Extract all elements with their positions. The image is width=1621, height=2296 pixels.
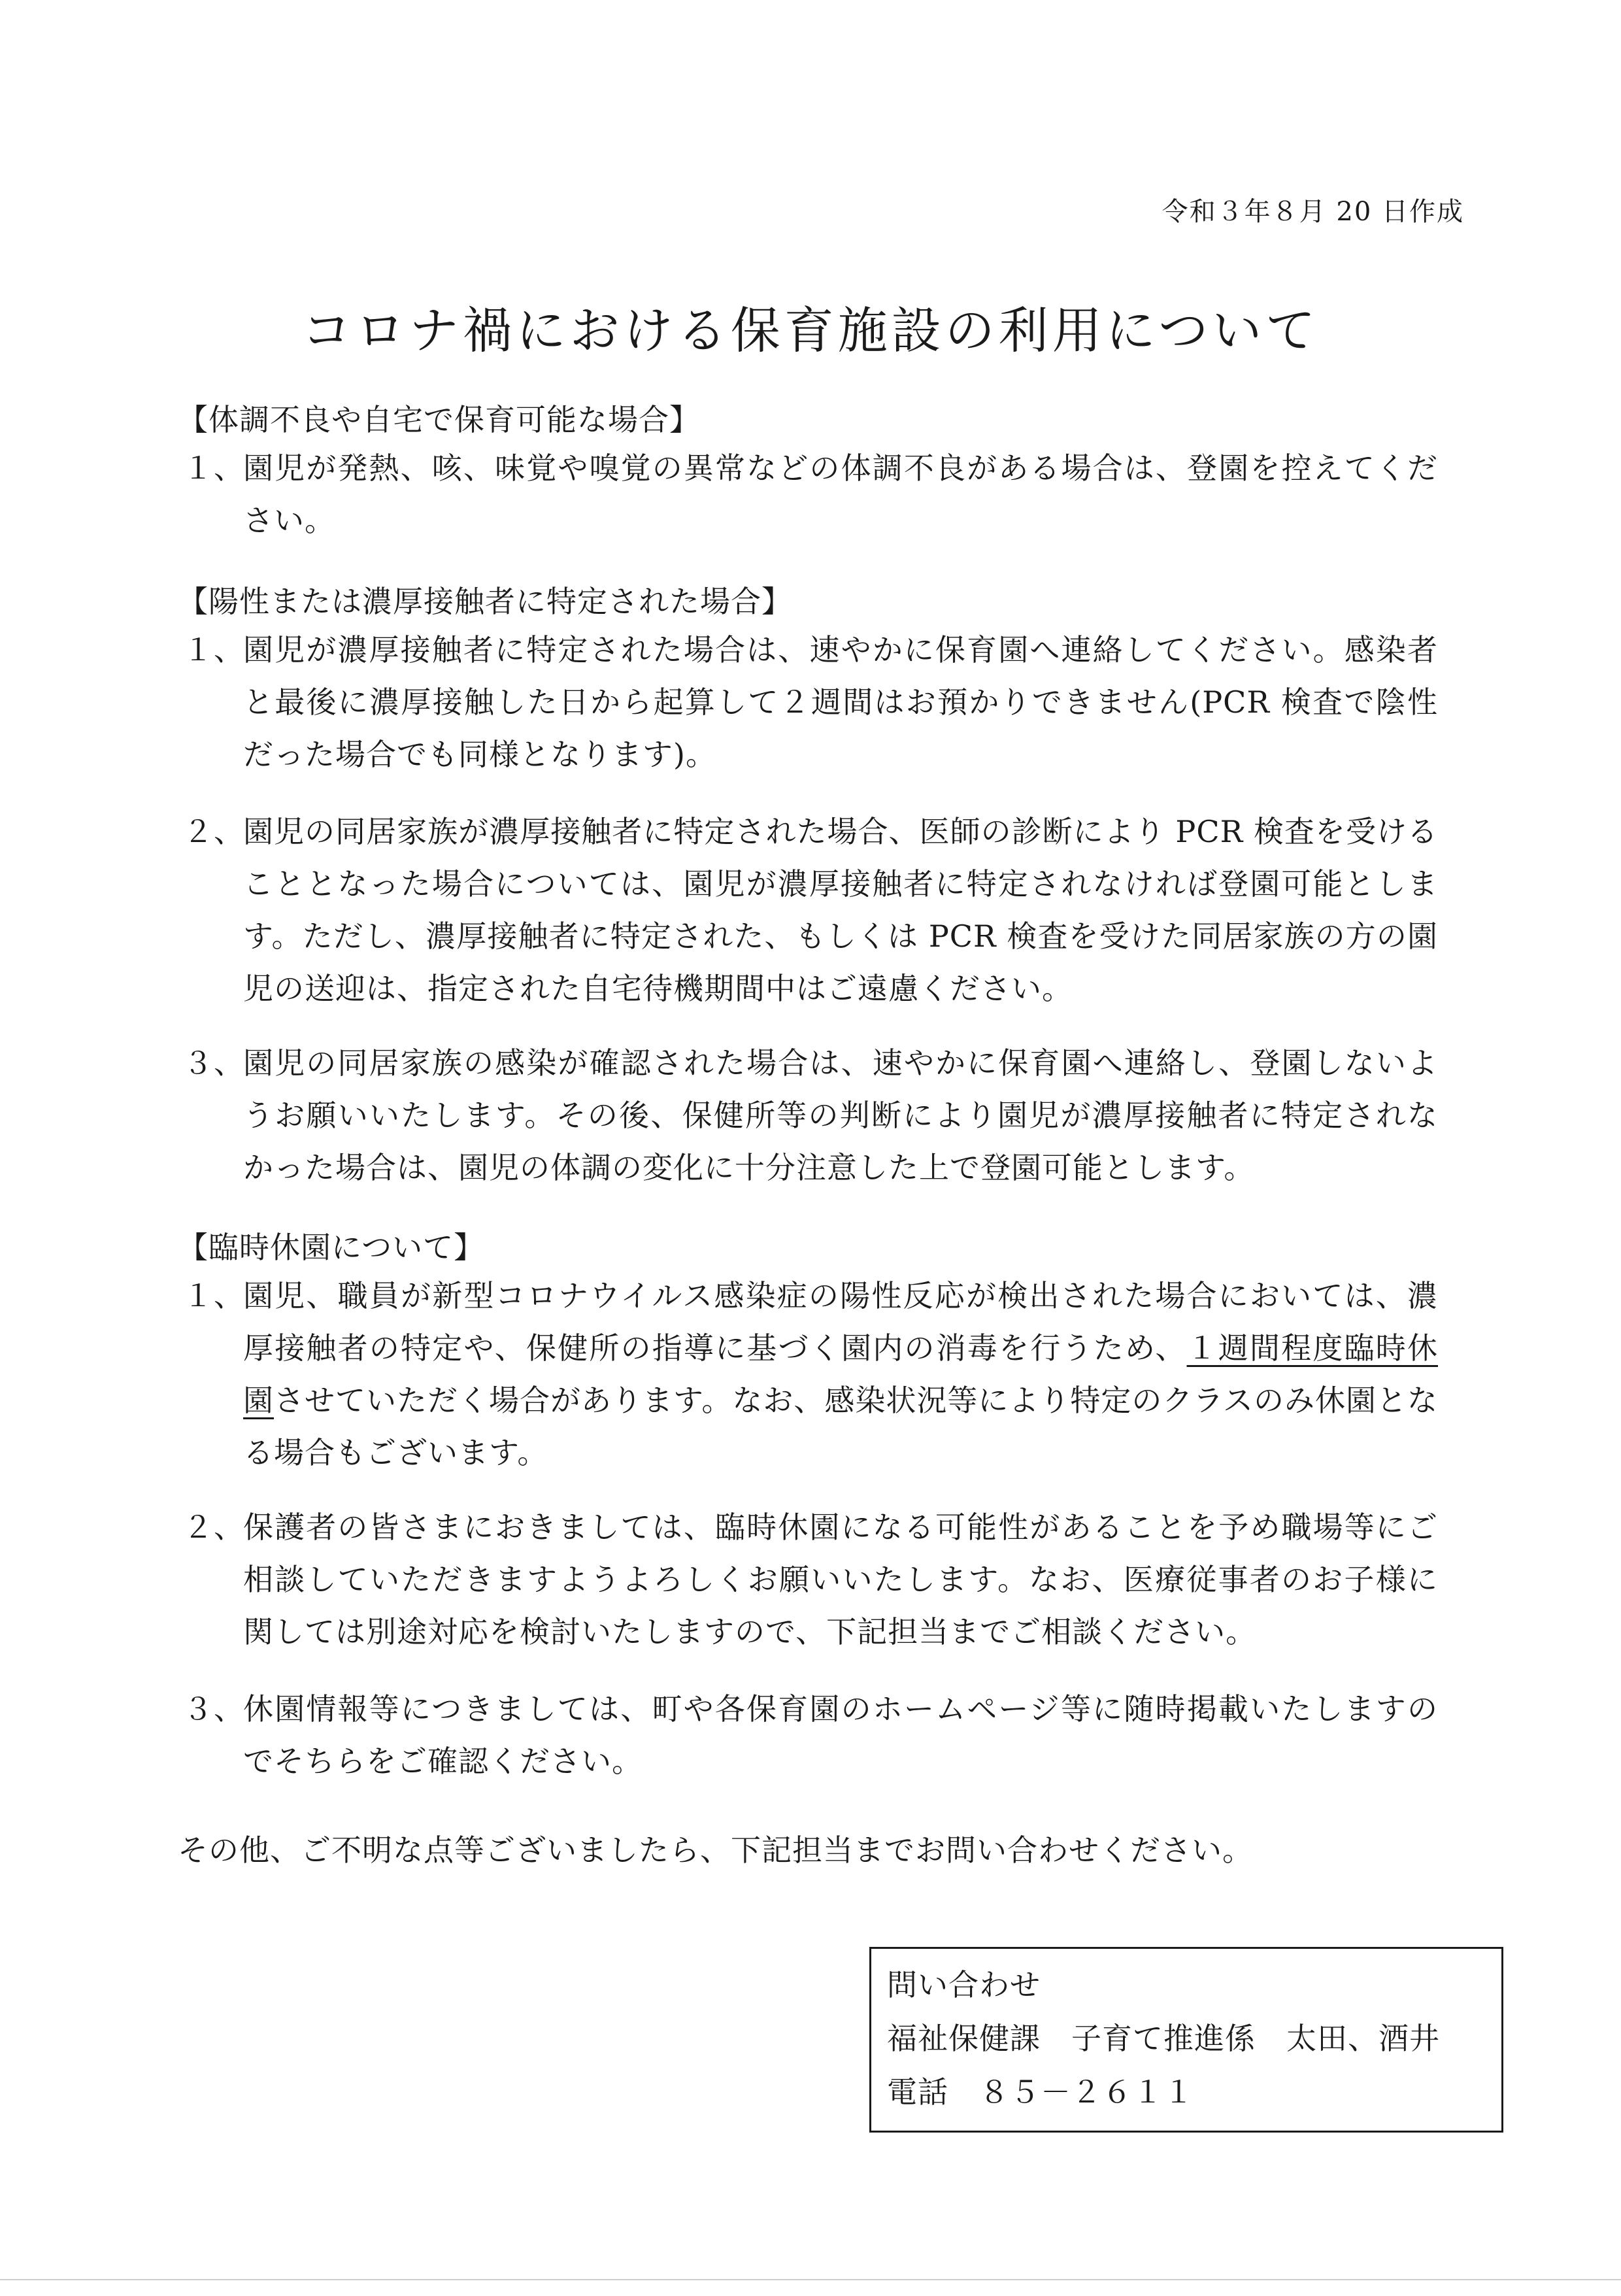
- item-text: 園児が発熱、咳、味覚や嗅覚の異常などの体調不良がある場合は、登園を控えてください。: [243, 450, 1438, 538]
- item-text: 園児が濃厚接触者に特定された場合は、速やかに保育園へ連絡してください。感染者と最後に濃厚接触した日から起算して２週間はお預かりできません(PCR 検査で陰性だった場合でも同様となります)。: [243, 632, 1438, 772]
- creation-date: 令和３年８月 20 日作成: [1161, 197, 1464, 227]
- item-number: ２、: [183, 814, 244, 849]
- list-item: [183, 805, 1438, 1015]
- closing-note: その他、ご不明な点等ございましたら、下記担当までお問い合わせください。: [178, 1832, 1253, 1868]
- list-item: [183, 442, 1438, 547]
- item-text: 園児の同居家族の感染が確認された場合は、速やかに保育園へ連絡し、登園しないようお願いいたします。その後、保健所等の判断により園児が濃厚接触者に特定されなかった場合は、園児の体調の変化に十分注意した上で登園可能とします。: [243, 1045, 1438, 1185]
- item-number: ３、: [183, 1691, 244, 1727]
- item-text: [243, 1270, 1438, 1479]
- list-item: [183, 1270, 1438, 1479]
- document-title: コロナ禍における保育施設の利用について: [301, 301, 1320, 360]
- list-item: [183, 1683, 1438, 1787]
- section-heading-illness: 【体調不良や自宅で保育可能な場合】: [178, 402, 700, 437]
- item-number: ３、: [183, 1045, 244, 1081]
- item-text-part: 園児、職員が新型コロナウイルス感染症の陽性反応が検出された場合においては、濃厚接触者の特定や、保健所の指導に基づく園内の消毒を行うため、: [243, 1278, 1438, 1366]
- scan-edge-divider: [0, 2279, 1621, 2280]
- item-number: １、: [183, 1278, 244, 1313]
- item-text: 保護者の皆さまにおきましては、臨時休園になる可能性があることを予め職場等にご相談していただきますようよろしくお願いいたします。なお、医療従事者のお子様に関しては別途対応を検討いたしますので、下記担当までご相談ください。: [243, 1510, 1438, 1649]
- section-heading-temporary-closure: 【臨時休園について】: [178, 1230, 485, 1265]
- item-text: 園児の同居家族が濃厚接触者に特定された場合、医師の診断により PCR 検査を受けることとなった場合については、園児が濃厚接触者に特定されなければ登園可能とします。ただし、濃厚接触者に特定された、もしくは PCR 検査を受けた同居家族の方の園児の送迎は、指定された自宅待機期間中はご遠慮ください。: [243, 814, 1438, 1006]
- item-number: １、: [183, 632, 244, 667]
- item-number: ２、: [183, 1510, 244, 1545]
- item-text: 休園情報等につきましては、町や各保育園のホームページ等に随時掲載いたしますのでそちらをご確認ください。: [243, 1691, 1438, 1779]
- underlined-emphasis: １週間程度臨時休園: [243, 1330, 1438, 1418]
- list-item: [183, 624, 1438, 781]
- contact-box: [869, 1947, 1503, 2133]
- item-text-part: させていただく場合があります。なお、感染状況等により特定のクラスのみ休園となる場合もございます。: [243, 1383, 1439, 1470]
- contact-phone: 電話 ８５－２６１１: [887, 2074, 1194, 2110]
- contact-label: 問い合わせ: [887, 1967, 1041, 2002]
- list-item: [183, 1501, 1438, 1658]
- list-item: [183, 1037, 1438, 1194]
- contact-department: 福祉保健課 子育て推進係 太田、酒井: [887, 2021, 1440, 2056]
- item-number: １、: [183, 450, 244, 486]
- section-heading-positive-contact: 【陽性または濃厚接触者に特定された場合】: [178, 584, 792, 619]
